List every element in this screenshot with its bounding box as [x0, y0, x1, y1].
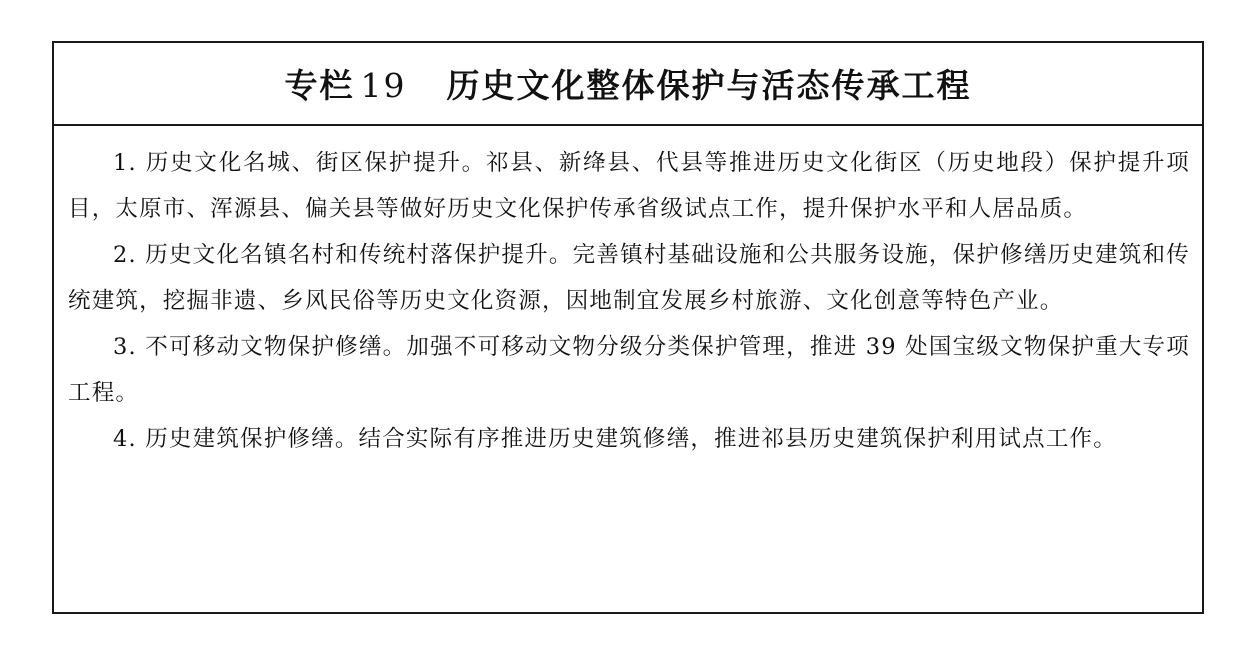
- column-heading: 历史文化整体保护与活态传承工程: [446, 66, 972, 105]
- item-3-paragraph: 3. 不可移动文物保护修缮。加强不可移动文物分级分类保护管理，推进 39 处国宝级文物保护重大专项工程。: [68, 334, 1190, 406]
- item-2-paragraph: 2. 历史文化名镇名村和传统村落保护提升。完善镇村基础设施和公共服务设施，保护修缮历史建筑和传统建筑，挖掘非遗、乡风民俗等历史文化资源，因地制宜发展乡村旅游、文化创意等特色产业。: [68, 242, 1190, 314]
- item-1-paragraph: 1. 历史文化名城、街区保护提升。祁县、新绛县、代县等推进历史文化街区（历史地段）保护提升项目，太原市、浑源县、偏关县等做好历史文化保护传承省级试点工作，提升保护水平和人居品质。: [68, 150, 1190, 222]
- column-header: [54, 43, 1202, 126]
- column-title: [285, 60, 972, 107]
- column-box: [52, 41, 1204, 614]
- column-prefix: 专栏: [284, 66, 355, 105]
- column-body: [54, 126, 1202, 462]
- item-4-paragraph: 4. 历史建筑保护修缮。结合实际有序推进历史建筑修缮，推进祁县历史建筑保护利用试点工作。: [113, 426, 1117, 452]
- column-number: 19: [360, 66, 407, 105]
